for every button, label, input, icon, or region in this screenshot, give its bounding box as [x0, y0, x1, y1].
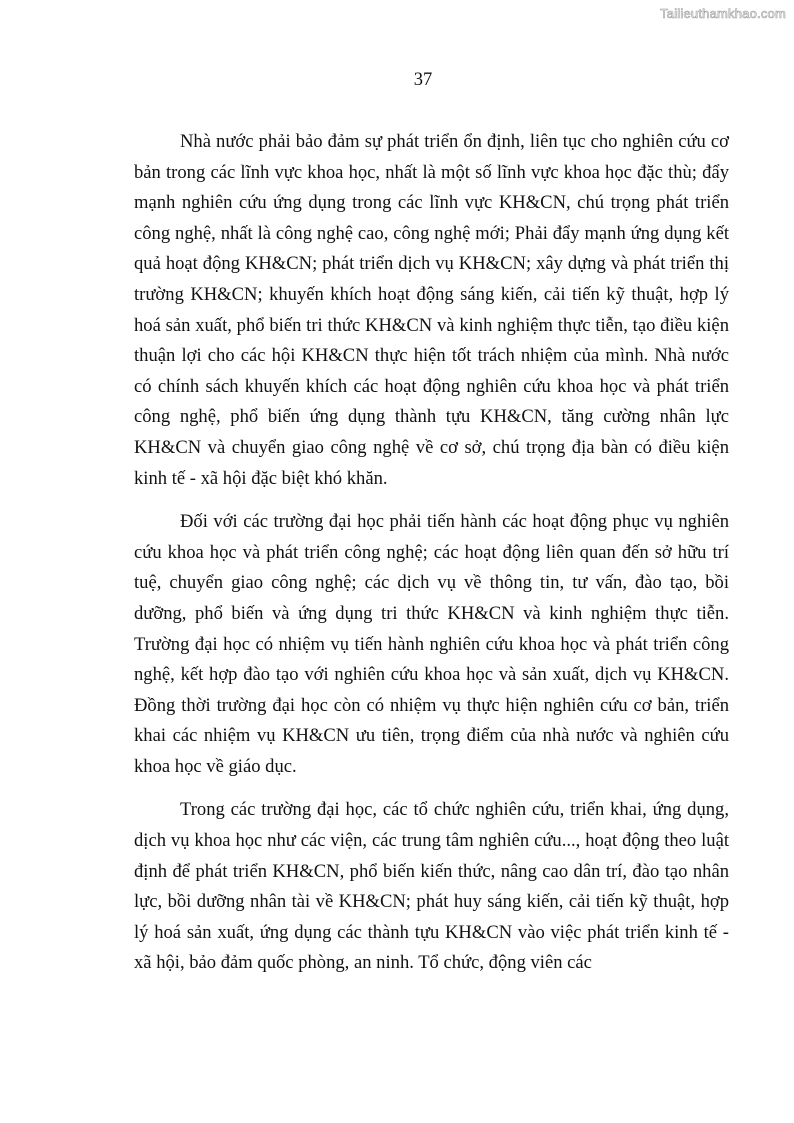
- body-text: [134, 127, 729, 992]
- paragraph: Nhà nước phải bảo đảm sự phát triển ổn định, liên tục cho nghiên cứu cơ bản trong các lĩnh vực khoa học, nhất là một số lĩnh vực khoa học đặc thù; đẩy mạnh nghiên cứu ứng dụng trong các lĩnh vực KH&CN, chú trọng phát triển công nghệ, nhất là công nghệ cao, công nghệ mới; Phải đẩy mạnh ứng dụng kết quả hoạt động KH&CN; phát triển dịch vụ KH&CN; xây dựng và phát triển thị trường KH&CN; khuyến khích hoạt động sáng kiến, cải tiến kỹ thuật, hợp lý hoá sản xuất, phổ biến tri thức KH&CN và kinh nghiệm thực tiễn, tạo điều kiện thuận lợi cho các hội KH&CN thực hiện tốt trách nhiệm của mình. Nhà nước có chính sách khuyến khích các hoạt động nghiên cứu khoa học và phát triển công nghệ, phổ biến ứng dụng thành tựu KH&CN, tăng cường nhân lực KH&CN và chuyển giao công nghệ về cơ sở, chú trọng địa bàn có điều kiện kinh tế - xã hội đặc biệt khó khăn.: [134, 131, 729, 489]
- paragraph: Đối với các trường đại học phải tiến hành các hoạt động phục vụ nghiên cứu khoa học và phát triển công nghệ; các hoạt động liên quan đến sở hữu trí tuệ, chuyển giao công nghệ; các dịch vụ về thông tin, tư vấn, đào tạo, bồi dưỡng, phổ biến và ứng dụng tri thức KH&CN và kinh nghiệm thực tiễn. Trường đại học có nhiệm vụ tiến hành nghiên cứu khoa học và phát triển công nghệ, kết hợp đào tạo với nghiên cứu khoa học và sản xuất, dịch vụ KH&CN. Đồng thời trường đại học còn có nhiệm vụ thực hiện nghiên cứu cơ bản, triển khai các nhiệm vụ KH&CN ưu tiên, trọng điểm của nhà nước và nghiên cứu khoa học về giáo dục.: [134, 511, 729, 777]
- page-number: 37: [413, 70, 433, 90]
- paragraph: Trong các trường đại học, các tổ chức nghiên cứu, triển khai, ứng dụng, dịch vụ khoa học như các viện, các trung tâm nghiên cứu..., hoạt động theo luật định để phát triển KH&CN, phổ biến kiến thức, nâng cao dân trí, đào tạo nhân lực, bồi dưỡng nhân tài về KH&CN; phát huy sáng kiến, cải tiến kỹ thuật, hợp lý hoá sản xuất, ứng dụng các thành tựu KH&CN vào việc phát triển kinh tế - xã hội, bảo đảm quốc phòng, an ninh. Tổ chức, động viên các: [134, 799, 729, 974]
- watermark: Tailieuthamkhao.com: [660, 6, 786, 21]
